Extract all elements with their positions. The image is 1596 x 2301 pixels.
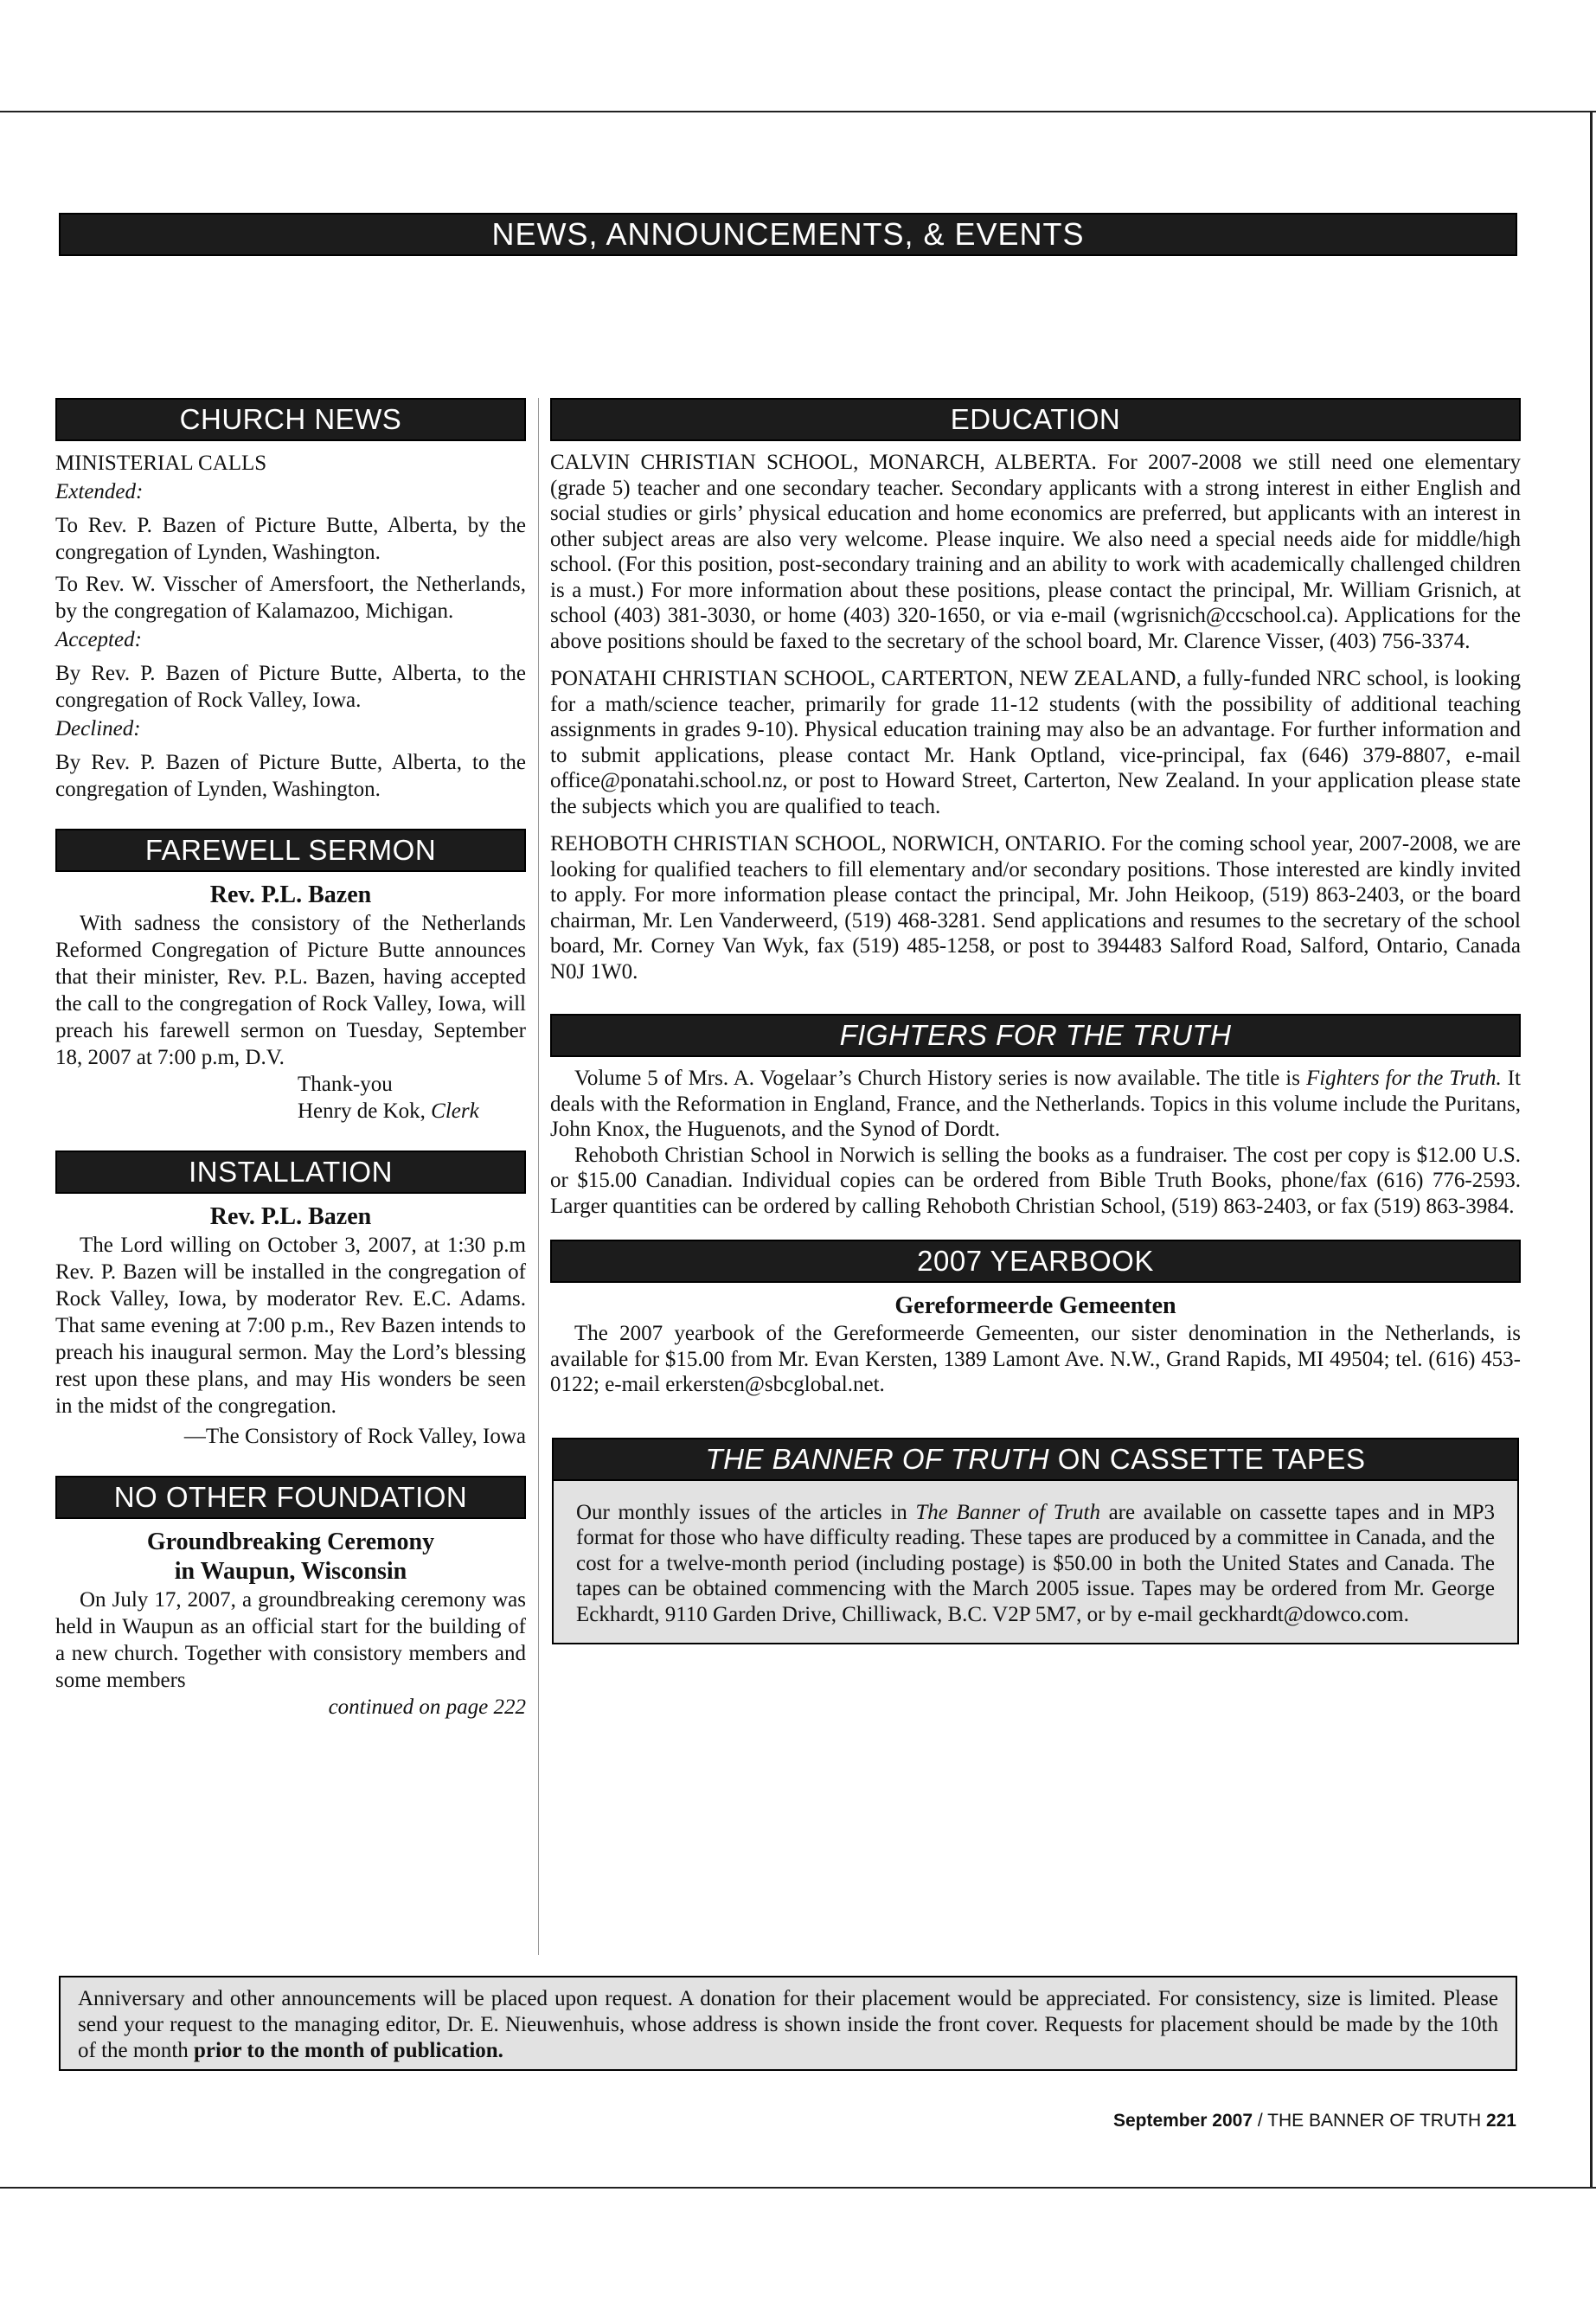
accepted-label: Accepted: — [55, 628, 142, 651]
farewell-thanks: Thank-you — [298, 1073, 393, 1096]
extended-call-2: To Rev. W. Visscher of Amersfoort, the Netherlands, by the congregation of Kalamazoo, Michigan. — [55, 573, 526, 623]
tapes-body-b: are available on cassette tapes and in MP3 format for those who have difficulty reading. These tapes are produced by a committee in Canada, and the cost for a twelve-month period (including postage) is $50.00 in both the United States and Canada. The tapes can be obtained commencing with the March 2005 issue. Tapes may be ordered from Mr. George Eckhardt, 9110 Garden Drive, Chilliwack, B.C. V2P 5M7, or by e-mail geckhardt@dowco.com. — [576, 1500, 1495, 1626]
groundbreaking-subhead-2: in Waupun, Wisconsin — [174, 1558, 407, 1585]
cassette-tapes-box — [552, 1481, 1519, 1645]
installation-header: INSTALLATION — [55, 1150, 526, 1194]
page-frame-bottom — [0, 2187, 1596, 2189]
yearbook-subhead: Gereformeerde Gemeenten — [894, 1292, 1176, 1319]
cassette-tapes-header — [552, 1438, 1519, 1481]
right-column — [550, 398, 1521, 1644]
farewell-body: With sadness the consistory of the Netherlands Reformed Congregation of Picture Butte announces that their minister, Rev. P.L. Bazen, having accepted the call to the congregation of Rock Valley, Iowa, will preach his farewell sermon on Tuesday, September 18, 2007 at 7:00 p.m, D.V. — [55, 912, 526, 1069]
extended-label: Extended: — [55, 480, 144, 503]
announcement-notice-box — [59, 1976, 1517, 2071]
column-divider — [538, 398, 539, 1955]
continued-note: continued on page 222 — [328, 1695, 526, 1719]
farewell-sermon-section — [55, 829, 526, 1125]
extended-call-1: To Rev. P. Bazen of Picture Butte, Alberta, by the congregation of Lynden, Washington. — [55, 514, 526, 564]
notice-text: Anniversary and other announcements will be placed upon request. A donation for their placement would be appreciated. For consistency, size is limited. Please send your request to the managing editor, Dr. E. Nieuwenhuis, whose address is shown inside the front cover. Requests for placement should be made by the 10th of the month — [78, 1987, 1498, 2062]
announcement-notice — [78, 1986, 1498, 2064]
installation-section — [55, 1150, 526, 1450]
fighters-p1 — [550, 1066, 1521, 1143]
no-other-foundation-header: NO OTHER FOUNDATION — [55, 1476, 526, 1519]
page-title: NEWS, ANNOUNCEMENTS, & EVENTS — [59, 213, 1517, 256]
accepted-call-1: By Rev. P. Bazen of Picture Butte, Alberta, to the congregation of Rock Valley, Iowa. — [55, 662, 526, 712]
groundbreaking-body: On July 17, 2007, a groundbreaking ceremony was held in Waupun as an official start for the building of a new church. Together with consistory members and some members — [55, 1588, 526, 1692]
notice-bold-text: prior to the month of publication. — [194, 2039, 503, 2062]
declined-call-1: By Rev. P. Bazen of Picture Butte, Alberta, to the congregation of Lynden, Washington. — [55, 751, 526, 801]
cassette-tapes-body — [576, 1500, 1495, 1628]
farewell-sermon-header: FAREWELL SERMON — [55, 829, 526, 872]
page-frame-top — [0, 111, 1596, 112]
tapes-header-title: THE BANNER OF TRUTH — [705, 1442, 1050, 1475]
farewell-signer-name: Henry de Kok, — [298, 1099, 432, 1123]
tapes-header-rest: ON CASSETTE TAPES — [1049, 1442, 1366, 1475]
fighters-p2: Rehoboth Christian School in Norwich is selling the books as a fundraiser. The cost per copy is $12.00 U.S. or $15.00 Canadian. Individual copies can be ordered from Bible Truth Books, phone/fax (616) 776-2593. Larger quantities can be ordered by calling Rehoboth Christian School, (519) 863-2403, or fax (519) 863-3984. — [550, 1143, 1521, 1218]
church-news-section — [55, 398, 526, 803]
ministerial-calls-heading: MINISTERIAL CALLS — [55, 452, 267, 475]
footer-date: September 2007 — [1112, 2111, 1253, 2131]
yearbook-header: 2007 YEARBOOK — [550, 1240, 1521, 1283]
yearbook-section — [550, 1240, 1521, 1398]
farewell-signer — [55, 1098, 526, 1125]
fighters-header: FIGHTERS FOR THE TRUTH — [550, 1014, 1521, 1057]
fighters-book-title: Fighters for the Truth. — [1305, 1067, 1502, 1090]
page-footer — [1113, 2111, 1516, 2131]
education-header: EDUCATION — [550, 398, 1521, 441]
installation-minister-name: Rev. P.L. Bazen — [209, 1203, 372, 1230]
education-rehoboth-school: REHOBOTH CHRISTIAN SCHOOL, NORWICH, ONTARIO. For the coming school year, 2007-2008, we are looking for qualified teachers to fill elementary and/or secondary positions. Those interested are kindly invited to apply. For more information please contact the principal, Mr. John Heikoop, (519) 863-2403, or the board chairman, Mr. Len Vanderweerd, (519) 468-3281. Send applications and resumes to the secretary of the school board, Mr. Corney Van Wyk, fax (519) 485-1258, or post to 394483 Salford Road, Salford, Ontario, Canada N0J 1W0. — [550, 832, 1521, 984]
installation-signature: —The Consistory of Rock Valley, Iowa — [183, 1425, 526, 1448]
fighters-p1-a: Volume 5 of Mrs. A. Vogelaar’s Church History series is now available. The title is — [574, 1067, 1306, 1090]
education-section — [550, 398, 1521, 984]
footer-publication: / THE BANNER OF TRUTH — [1253, 2111, 1486, 2131]
tapes-body-a: Our monthly issues of the articles in — [576, 1500, 916, 1524]
declined-label: Declined: — [55, 717, 141, 740]
education-calvin-school: CALVIN CHRISTIAN SCHOOL, MONARCH, ALBERTA. For 2007-2008 we still need one elementary (grade 5) teacher and one secondary teacher. Secondary applicants with a strong interest in either English and social studies or girls’ physical education and home economics are preferred, but applicants with an interest in other subject areas are also very welcome. Please inquire. We also need a special needs aide for middle/high school. (For this position, post-secondary training and an ability to work with academically challenged children is a must.) For more information about these positions, please contact the principal, Mr. William Grisnich, at school (403) 381-3030, or home (403) 320-1650, or via e-mail (wgrisnich@ccschool.ca). Applications for the above positions should be faxed to the secretary of the school board, Mr. Clarence Visser, (403) 756-3374. — [550, 451, 1521, 653]
yearbook-body: The 2007 yearbook of the Gereformeerde Gemeenten, our sister denomination in the Netherlands, is available for $15.00 from Mr. Evan Kersten, 1389 Lamont Ave. N.W., Grand Rapids, MI 49504; tel. (616) 453-0122; e-mail erkersten@sbcglobal.net. — [550, 1322, 1521, 1396]
footer-page-number: 221 — [1485, 2111, 1516, 2131]
page-frame-right — [1590, 111, 1593, 2187]
left-column — [55, 398, 526, 1721]
fighters-section — [550, 1014, 1521, 1219]
installation-body: The Lord willing on October 3, 2007, at 1:30 p.m Rev. P. Bazen will be installed in the congregation of Rock Valley, Iowa, by moderator Rev. E.C. Adams. That same evening at 7:00 p.m., Rev Bazen intends to preach his inaugural sermon. May the Lord’s blessing rest upon these plans, and may His wonders be seen in the midst of the congregation. — [55, 1234, 526, 1418]
church-news-header: CHURCH NEWS — [55, 398, 526, 441]
groundbreaking-subhead-1: Groundbreaking Ceremony — [146, 1529, 435, 1555]
tapes-body-title: The Banner of Truth — [915, 1500, 1100, 1524]
education-ponatahi-school: PONATAHI CHRISTIAN SCHOOL, CARTERTON, NEW ZEALAND, a fully-funded NRC school, is looking for a math/science teacher, primarily for grade 11-12 students (with the possibility of additional teaching assignments in grades 9-10). Physical education training may also be an advantage. For further information and to submit applications, please contact Mr. Hank Optland, vice-principal, fax (646) 379-8807, e-mail office@ponatahi.school.nz, or post to Howard Street, Carterton, New Zealand. In your application please state the subjects which you are qualified to teach. — [550, 667, 1521, 818]
cassette-tapes-section — [550, 1438, 1521, 1645]
fighters-p1-b: It deals with the Reformation in England, France, and the Netherlands. Topics in this volume include the Puritans, John Knox, the Huguenots, and the Synod of Dordt. — [550, 1067, 1521, 1141]
no-other-foundation-section — [55, 1476, 526, 1721]
farewell-minister-name: Rev. P.L. Bazen — [209, 881, 372, 908]
farewell-signer-role: Clerk — [431, 1099, 479, 1123]
